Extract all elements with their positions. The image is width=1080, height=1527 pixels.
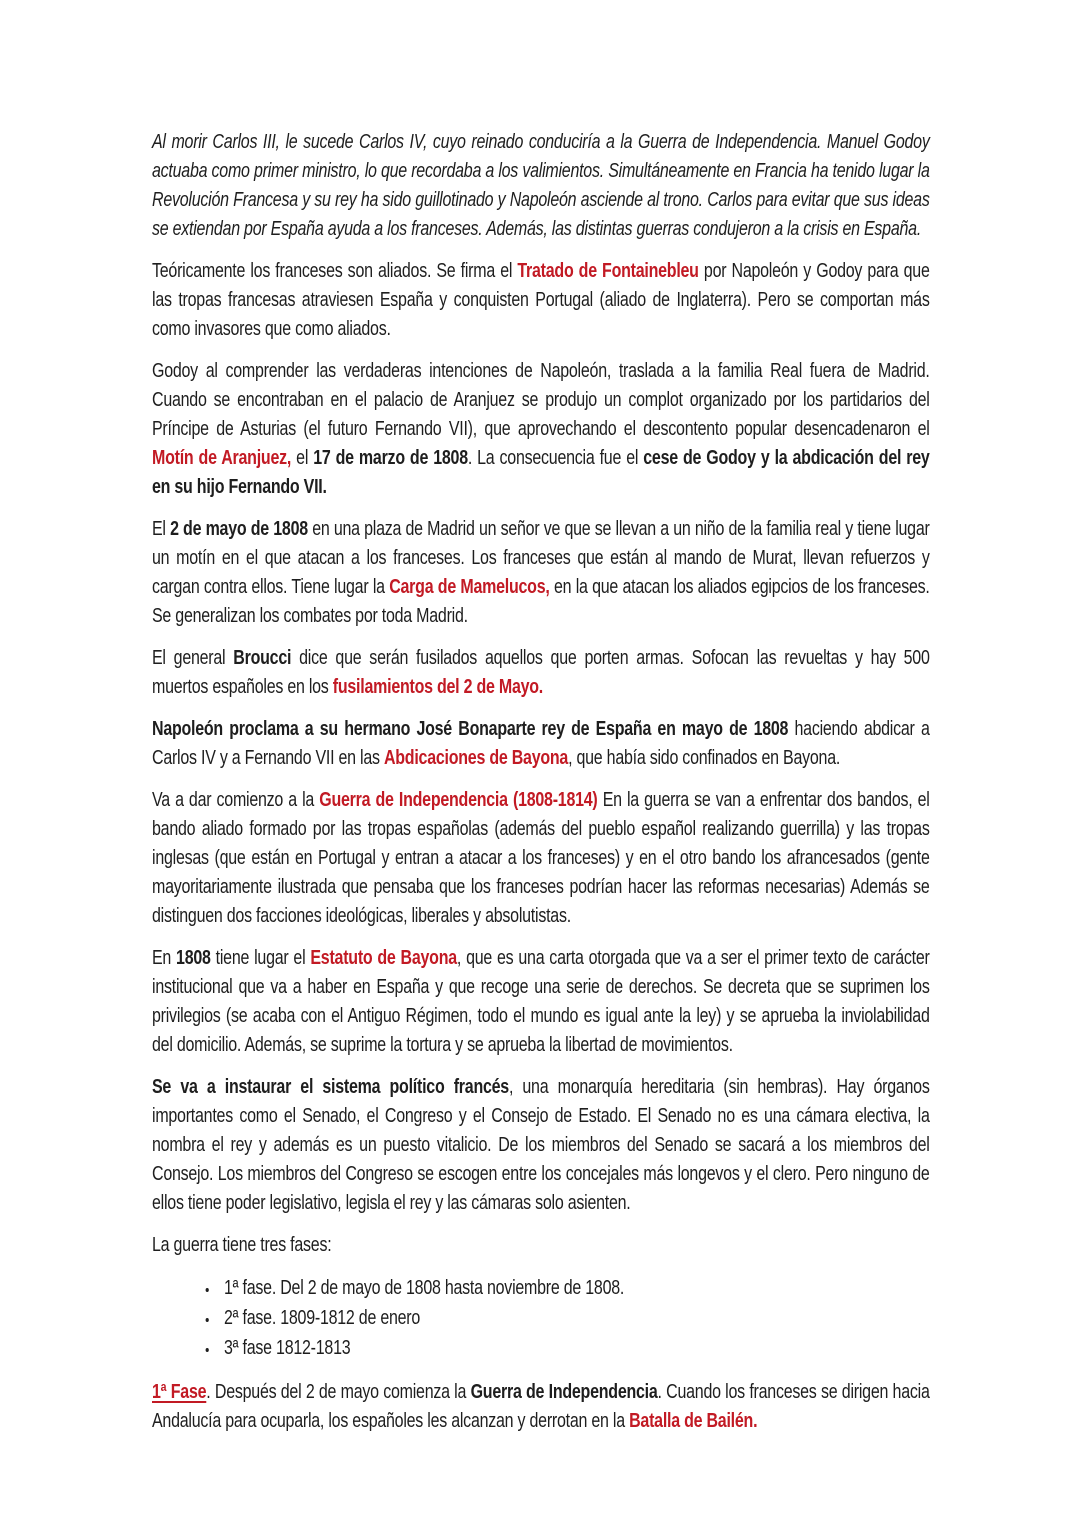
text-run: en la que atacan los aliados egipcios de los franceses. Se generalizan los combates por toda Madrid. [152, 576, 930, 627]
paragraph [152, 1231, 930, 1260]
paragraph [152, 1073, 930, 1218]
text-run: . Después del 2 de mayo comienza la [206, 1381, 471, 1403]
text-run: Broucci [233, 647, 292, 669]
list-item: • 1ª fase. Del 2 de mayo de 1808 hasta noviembre de 1808. [218, 1273, 930, 1303]
text-run: . Cuando los franceses se dirigen hacia Andalucía para ocuparla, los españoles les alcanzan y derrotan en la [152, 1381, 930, 1432]
text-run: Va a dar comienzo a la [152, 789, 320, 811]
text-run: Estatuto de Bayona [310, 947, 457, 969]
paragraph [152, 128, 930, 244]
text-run: El general [152, 647, 234, 669]
list-item: • 3ª fase 1812-1813 [218, 1333, 930, 1363]
document-body [152, 128, 930, 1449]
text-run: Guerra de Independencia [470, 1381, 658, 1403]
text-run: Tratado de Fontainebleu [517, 260, 699, 282]
paragraph [152, 515, 930, 631]
text-run: haciendo abdicar a Carlos IV y a Fernando VII en las [152, 718, 930, 769]
paragraph [152, 257, 930, 344]
text-run: el [291, 447, 314, 469]
list-item: • 2ª fase. 1809-1812 de enero [218, 1303, 930, 1333]
paragraph [152, 715, 930, 773]
text-run: , que había sido confinados en Bayona. [568, 747, 841, 769]
text-run: tiene lugar el [210, 947, 311, 969]
text-run: 1ª Fase [152, 1381, 207, 1403]
text-run: Al morir Carlos III, le sucede Carlos IV, cuyo reinado conduciría a la Guerra de Independencia. Manuel Godoy actuaba como primer ministro, lo que recordaba a los valimientos. Simultáneamente en Francia ha tenido lugar la Revolución Francesa y su rey ha sido guillotinado y Napoleón asciende al trono. Carlos para evitar que sus ideas se extiendan por España ayuda a los franceses. Además, las distintas guerras condujeron a la crisis en España. [152, 131, 930, 240]
text-run: Motín de Aranjuez, [152, 447, 292, 469]
text-run: 1808 [176, 947, 211, 969]
phase-list [152, 1273, 930, 1363]
text-run: cese de Godoy y la abdicación del rey en su hijo Fernando VII. [152, 447, 930, 498]
text-run: Teóricamente los franceses son aliados. Se firma el [152, 260, 518, 282]
text-run: Guerra de Independencia (1808-1814) [319, 789, 598, 811]
text-run: El [152, 518, 171, 540]
text-run: por Napoleón y Godoy para que las tropas francesas atraviesen España y conquisten Portugal (aliado de Inglaterra). Pero se comportan más como invasores que como aliados. [152, 260, 930, 340]
text-run: 17 de marzo de 1808 [313, 447, 468, 469]
paragraph [152, 786, 930, 931]
text-run: fusilamientos del 2 de Mayo. [332, 676, 544, 698]
text-run: Godoy al comprender las verdaderas intenciones de Napoleón, traslada a la familia Real fuera de Madrid. Cuando se encontraban en el palacio de Aranjuez se produjo un complot organizado por los partidarios del Príncipe de Asturias (el futuro Fernando VII), que aprovechando el descontento popular desencadenaron el [152, 360, 930, 440]
text-run: Batalla de Bailén. [629, 1410, 758, 1432]
text-run: En la guerra se van a enfrentar dos bandos, el bando aliado formado por las tropas españolas (además del pueblo español realizando guerrilla) y las tropas inglesas (que están en Portugal y entran a atacar a los franceses) y en el otro bando los afrancesados (gente mayoritariamente ilustrada que pensaba que los franceses podrían hacer las reformas necesarias) Además se distinguen dos facciones ideológicas, liberales y absolutistas. [152, 789, 930, 927]
text-run: Carga de Mamelucos, [389, 576, 550, 598]
text-run: 2 de mayo de 1808 [170, 518, 308, 540]
paragraph [152, 944, 930, 1060]
text-run: En [152, 947, 177, 969]
text-run: Napoleón proclama a su hermano José Bonaparte rey de España en mayo de 1808 [152, 718, 789, 740]
text-run: en una plaza de Madrid un señor ve que se llevan a un niño de la familia real y tiene lugar un motín en el que atacan a los franceses. Los franceses que están al mando de Murat, llevan refuerzos y cargan contra ellos. Tiene lugar la [152, 518, 930, 598]
paragraph [152, 1378, 930, 1436]
paragraph [152, 644, 930, 702]
text-run: Se va a instaurar el sistema político francés [152, 1076, 509, 1098]
text-run: Abdicaciones de Bayona [383, 747, 569, 769]
text-run: . La consecuencia fue el [467, 447, 644, 469]
paragraph [152, 357, 930, 502]
text-run: La guerra tiene tres fases: [152, 1234, 332, 1256]
text-run: dice que serán fusilados aquellos que porten armas. Sofocan las revueltas y hay 500 muertos españoles en los [152, 647, 930, 698]
text-run: , una monarquía hereditaria (sin hembras). Hay órganos importantes como el Senado, el Congreso y el Consejo de Estado. El Senado no es una cámara electiva, la nombra el rey y además es un puesto vitalicio. De los miembros del Senado se sacará a los miembros del Consejo. Los miembros del Congreso se escogen entre los concejales más longevos y el clero. Pero ninguno de ellos tiene poder legislativo, legisla el rey y las cámaras solo asienten. [152, 1076, 930, 1214]
text-run: , que es una carta otorgada que va a ser el primer texto de carácter institucional que va a haber en España y que recoge una serie de derechos. Se decreta que se suprimen los privilegios (se acaba con el Antiguo Régimen, todo el mundo es igual ante la ley) y se aprueba la inviolabilidad del domicilio. Además, se suprime la tortura y se aprueba la libertad de movimientos. [152, 947, 930, 1056]
